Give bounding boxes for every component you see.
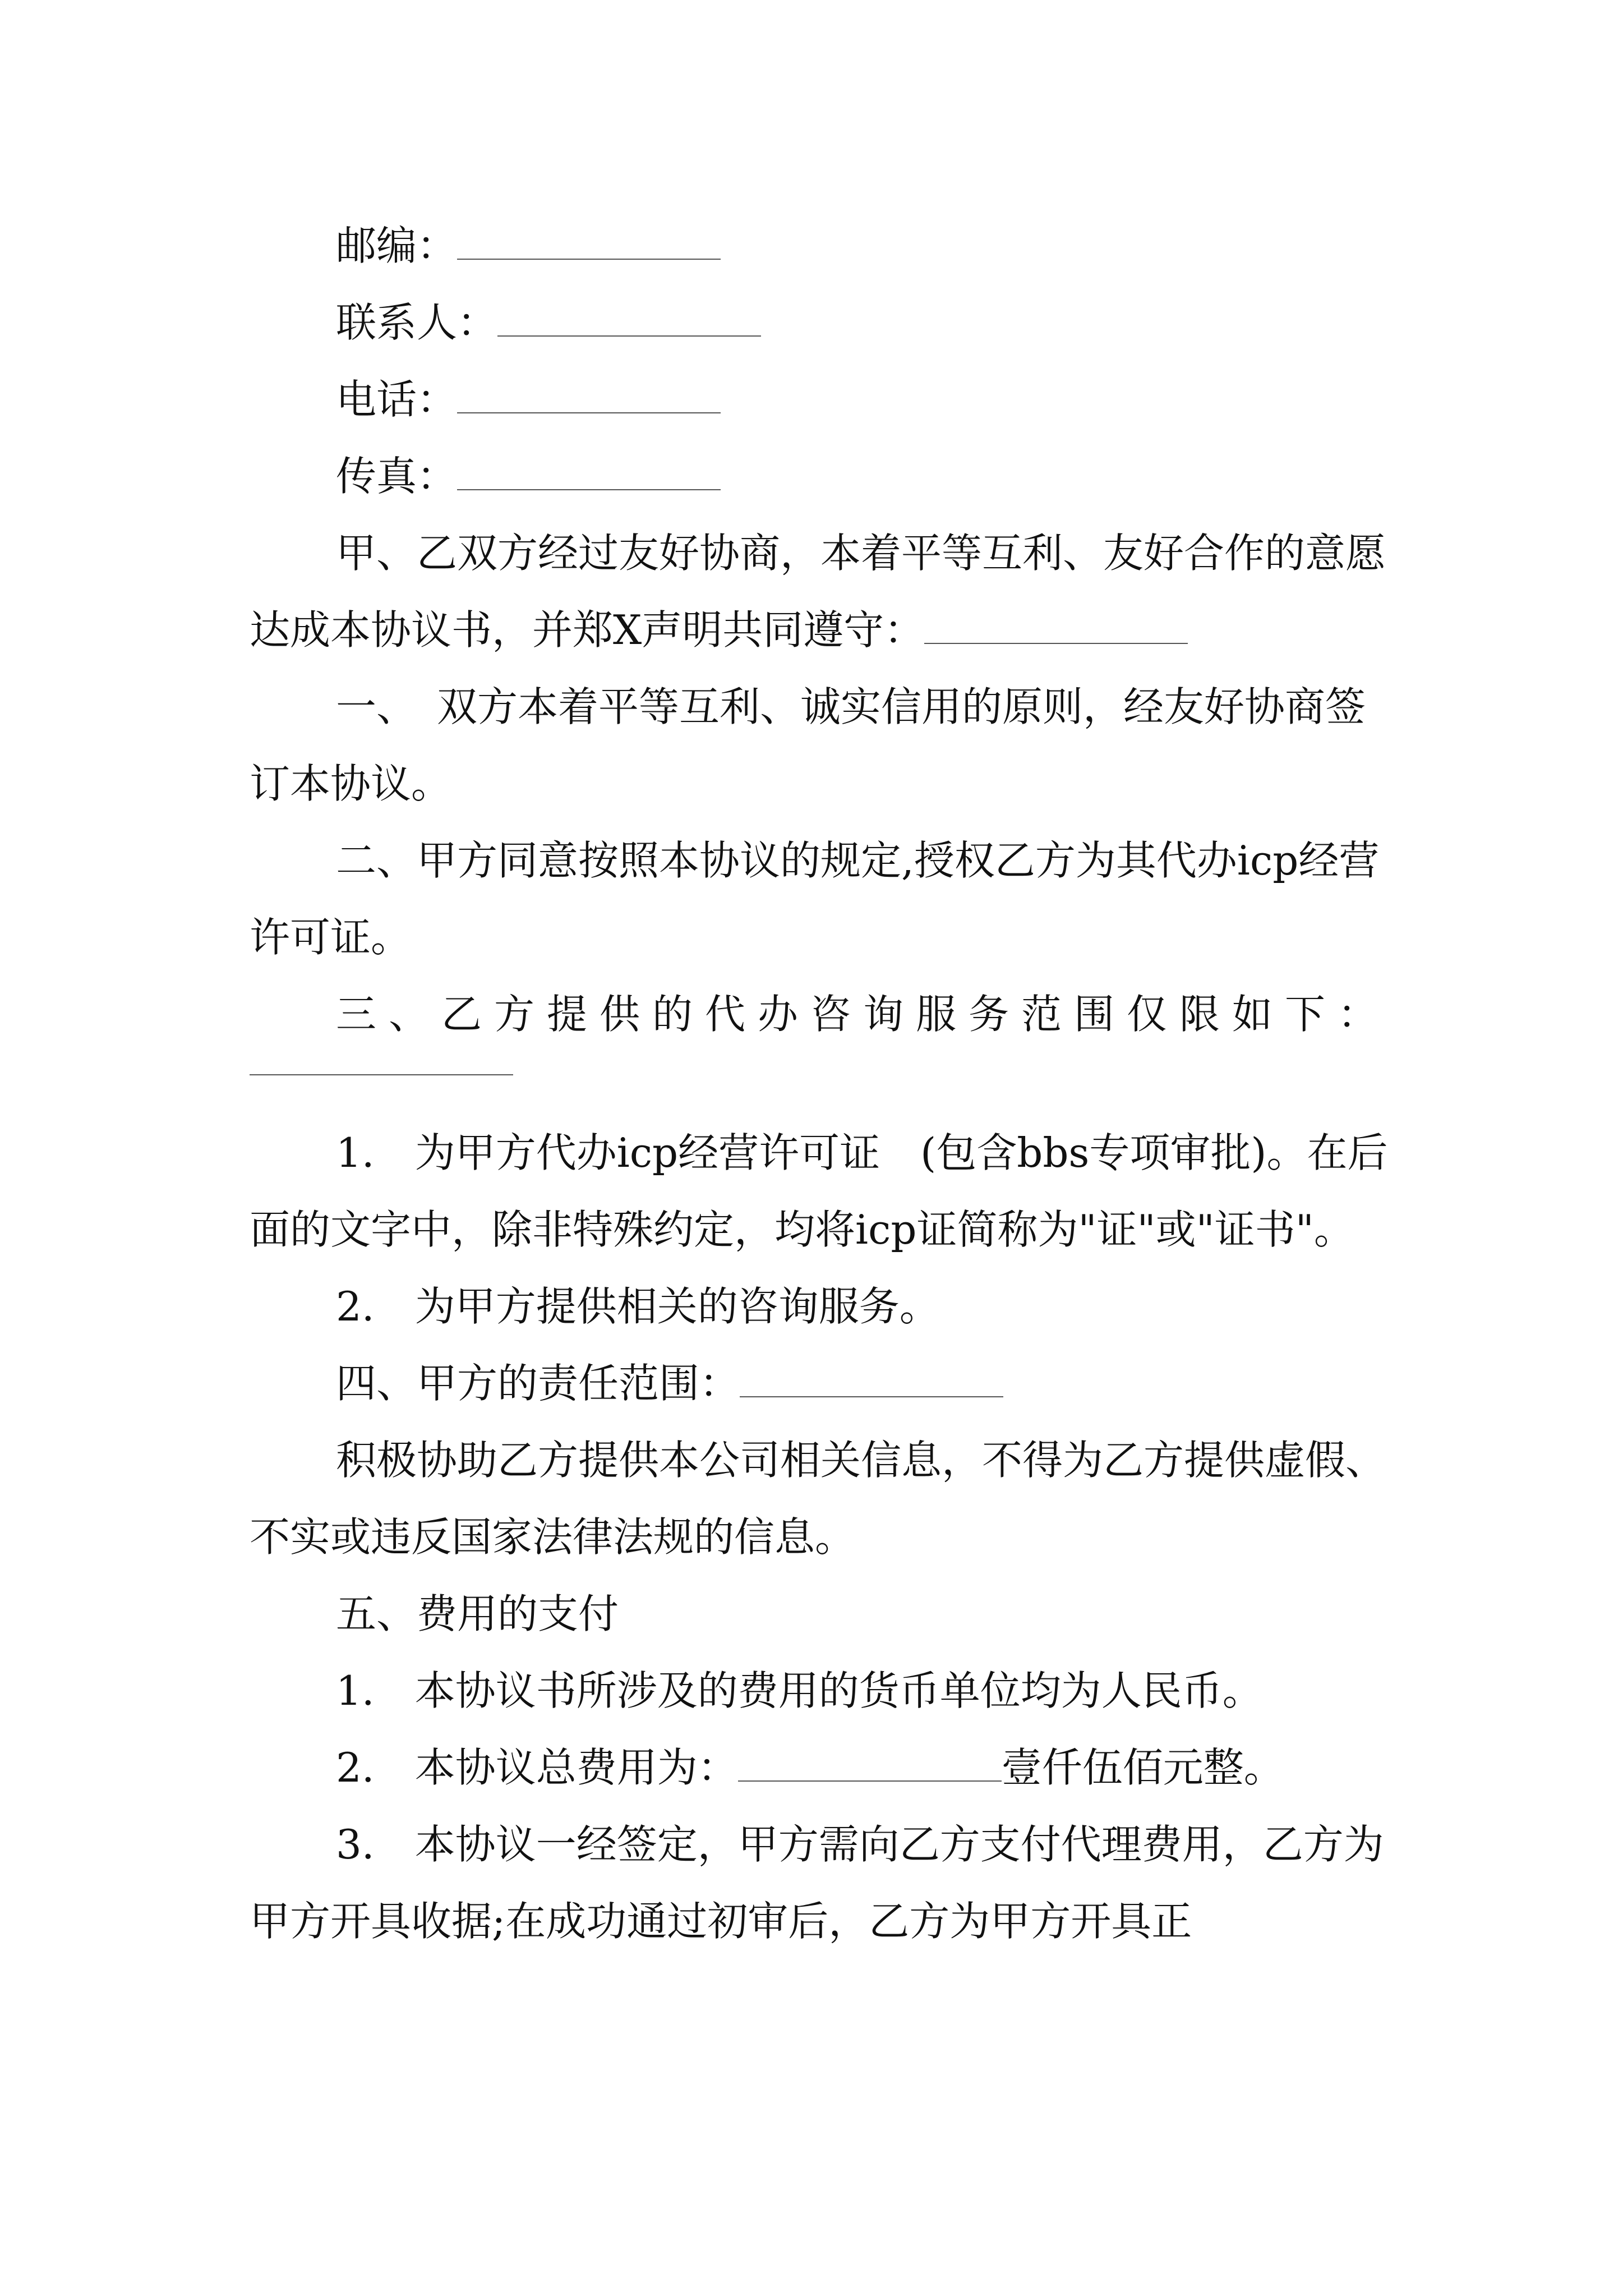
clause-2: 二、甲方同意按照本协议的规定,授权乙方为其代办icp经营许可证。 bbox=[250, 837, 1380, 961]
clause-4-body: 积极协助乙方提供本公司相关信息，不得为乙方提供虚假、不实或违反国家法律法规的信息。 bbox=[250, 1437, 1386, 1561]
contact-blank bbox=[497, 324, 761, 337]
clause-3-blank bbox=[250, 1063, 513, 1075]
item-5-1: 1. 本协议书所涉及的费用的货币单位均为人民币。 bbox=[336, 1667, 1263, 1714]
contact-line bbox=[250, 284, 1391, 361]
intro-blank bbox=[924, 632, 1188, 644]
clause-1: 一、 双方本着平等互利、诚实信用的原则，经友好协商签订本协议。 bbox=[250, 683, 1366, 807]
phone-label: 电话： bbox=[336, 376, 458, 423]
postcode-label: 邮编： bbox=[336, 222, 458, 269]
item-5-2-suffix: 壹仟伍佰元整。 bbox=[1001, 1744, 1284, 1791]
item-5-2 bbox=[250, 1729, 1391, 1806]
clause-4 bbox=[250, 1345, 1391, 1422]
document-body bbox=[250, 208, 1391, 1960]
clause-3: 三、乙方提供的代办咨询服务范围仅限如下： bbox=[336, 991, 1391, 1038]
fax-blank bbox=[457, 478, 721, 490]
clause-4-blank bbox=[740, 1385, 1003, 1397]
postcode-line bbox=[250, 208, 1391, 284]
fee-blank bbox=[738, 1769, 1002, 1782]
clause-4-title: 四、甲方的责任范围： bbox=[336, 1360, 740, 1407]
intro-paragraph bbox=[250, 515, 1391, 669]
clause-5: 五、费用的支付 bbox=[336, 1590, 619, 1637]
fax-label: 传真： bbox=[336, 453, 458, 500]
item-5-3: 3. 本协议一经签定，甲方需向乙方支付代理费用，乙方为甲方开具收据;在成功通过初审后，乙方为甲方开具正 bbox=[250, 1821, 1384, 1945]
item-3-2: 2. 为甲方提供相关的咨询服务。 bbox=[336, 1283, 940, 1330]
postcode-blank bbox=[457, 247, 721, 260]
contact-label: 联系人： bbox=[336, 299, 498, 346]
phone-line bbox=[250, 361, 1391, 438]
item-5-2-prefix: 2. 本协议总费用为： bbox=[336, 1744, 738, 1791]
phone-blank bbox=[457, 401, 721, 413]
item-3-1: 1. 为甲方代办icp经营许可证 (包含bbs专项审批)。在后面的文字中，除非特殊约定，均将icp证简称为"证"或"证书"。 bbox=[250, 1129, 1388, 1253]
intro-text: 甲、乙双方经过友好协商，本着平等互利、友好合作的意愿达成本协议书，并郑X声明共同遵守： bbox=[250, 530, 1386, 654]
fax-line bbox=[250, 438, 1391, 515]
